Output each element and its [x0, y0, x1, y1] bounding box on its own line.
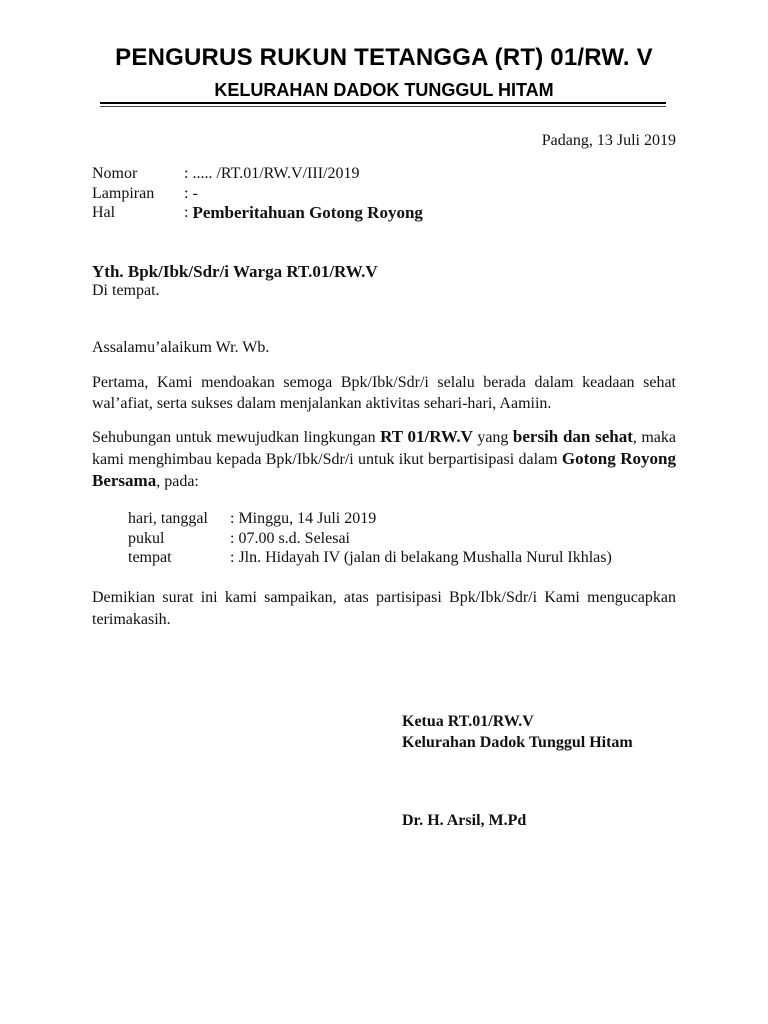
detail-value: : Minggu, 14 Juli 2019: [230, 510, 377, 527]
hal-colon: :: [184, 204, 193, 221]
detail-row-time: [128, 529, 612, 549]
detail-value: : Jln. Hidayah IV (jalan di belakang Mushalla Nurul Ikhlas): [230, 549, 612, 566]
paragraph-2-bold-1: RT 01/RW.V: [380, 427, 473, 446]
detail-label: tempat: [128, 549, 172, 566]
signature-title-1: Ketua RT.01/RW.V: [402, 713, 534, 730]
letterhead-divider-thick: [100, 102, 666, 104]
addressee-to: Yth. Bpk/Ibk/Sdr/i Warga RT.01/RW.V: [92, 262, 378, 281]
detail-label: hari, tanggal: [128, 510, 208, 527]
paragraph-2-part-4: , pada:: [156, 473, 199, 490]
letter-meta: [92, 164, 423, 223]
paragraph-2-bold-3: Gotong Royong Bersama: [92, 449, 676, 490]
letterhead-title: PENGURUS RUKUN TETANGGA (RT) 01/RW. V: [115, 44, 653, 71]
detail-row-place: [128, 548, 612, 568]
paragraph-2: [92, 426, 676, 492]
signature-title-2: Kelurahan Dadok Tunggul Hitam: [402, 734, 633, 751]
signature-block: [402, 712, 633, 754]
detail-value: : 07.00 s.d. Selesai: [230, 529, 350, 547]
paragraph-1: Pertama, Kami mendoakan semoga Bpk/Ibk/Sdr/i selalu berada dalam keadaan sehat wal’afiat, serta sukses dalam menjalankan aktivitas sehari-hari, Aamiin.: [92, 374, 676, 412]
hal-label: Hal: [92, 204, 116, 221]
detail-label: pukul: [128, 529, 165, 547]
meta-row-hal: [92, 203, 423, 223]
paragraph-3: Demikian surat ini kami sampaikan, atas partisipasi Bpk/Ibk/Sdr/i Kami mengucapkan terimakasih.: [92, 589, 676, 628]
paragraph-2-part-2: yang: [472, 429, 513, 446]
lampiran-value: : -: [184, 184, 198, 202]
hal-value: Pemberitahuan Gotong Royong: [192, 203, 423, 222]
letterhead-subtitle: KELURAHAN DADOK TUNGGUL HITAM: [214, 80, 554, 100]
lampiran-label: Lampiran: [92, 184, 155, 202]
letterhead-divider-thin: [100, 106, 666, 107]
greeting: Assalamu’alaikum Wr. Wb.: [92, 339, 270, 356]
paragraph-2-part-1: Sehubungan untuk mewujudkan lingkungan: [92, 429, 381, 446]
nomor-value: : ..... /RT.01/RW.V/III/2019: [184, 165, 360, 182]
signer-name: Dr. H. Arsil, M.Pd: [402, 812, 527, 829]
addressee-place: Di tempat.: [92, 282, 160, 299]
addressee-block: [92, 262, 378, 300]
nomor-label: Nomor: [92, 165, 138, 182]
detail-row-date: [128, 509, 612, 529]
meta-row-lampiran: [92, 184, 423, 204]
event-details: [128, 509, 612, 568]
paragraph-2-part-3: , maka kami menghimbau kepada Bpk/Ibk/Sdr/i untuk ikut berpartisipasi dalam: [92, 429, 676, 468]
meta-row-nomor: [92, 164, 423, 184]
paragraph-2-bold-2: bersih dan sehat: [512, 427, 633, 446]
letter-date: Padang, 13 Juli 2019: [541, 132, 676, 149]
